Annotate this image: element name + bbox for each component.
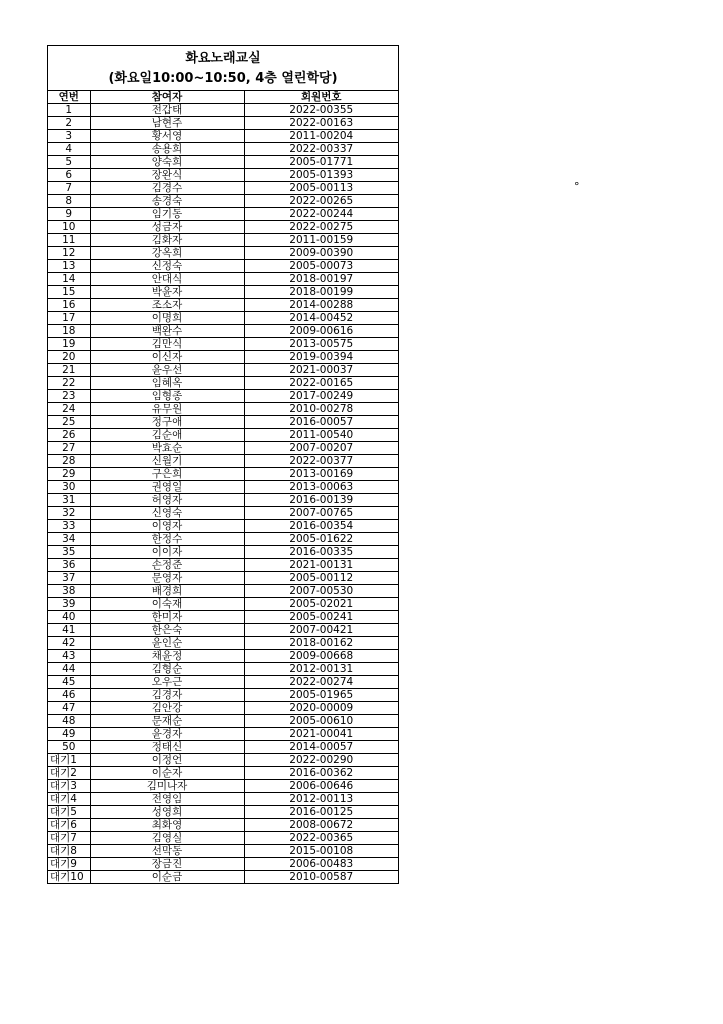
row-number: 대기7 <box>48 832 90 845</box>
member-id: 2022-00244 <box>244 208 398 221</box>
participant-name: 박효순 <box>90 442 244 455</box>
row-number: 대기4 <box>48 793 90 806</box>
row-number: 29 <box>48 468 90 481</box>
participant-name: 송경숙 <box>90 195 244 208</box>
table-row <box>48 273 398 286</box>
table-row <box>48 377 398 390</box>
participant-name: 한미자 <box>90 611 244 624</box>
table-row <box>48 156 398 169</box>
table-row <box>48 559 398 572</box>
table-row <box>48 221 398 234</box>
member-id: 2016-00057 <box>244 416 398 429</box>
row-number: 14 <box>48 273 90 286</box>
table-row <box>48 689 398 702</box>
table-row <box>48 364 398 377</box>
participant-name: 이순금 <box>90 871 244 884</box>
row-number: 10 <box>48 221 90 234</box>
table-row <box>48 468 398 481</box>
participant-name: 이명희 <box>90 312 244 325</box>
table-row <box>48 611 398 624</box>
member-id: 2010-00587 <box>244 871 398 884</box>
member-id: 2019-00394 <box>244 351 398 364</box>
member-id: 2007-00530 <box>244 585 398 598</box>
table-row <box>48 455 398 468</box>
member-id: 2005-00112 <box>244 572 398 585</box>
participant-name: 김만식 <box>90 338 244 351</box>
member-id: 2005-01622 <box>244 533 398 546</box>
row-number: 33 <box>48 520 90 533</box>
member-id: 2005-01771 <box>244 156 398 169</box>
participant-name: 정태신 <box>90 741 244 754</box>
table-row <box>48 234 398 247</box>
table-row <box>48 832 398 845</box>
member-id: 2009-00616 <box>244 325 398 338</box>
table-row <box>48 182 398 195</box>
header-member-id: 회원번호 <box>244 91 398 104</box>
row-number: 35 <box>48 546 90 559</box>
participant-name: 김화자 <box>90 234 244 247</box>
row-number: 대기10 <box>48 871 90 884</box>
table-body <box>48 104 398 884</box>
row-number: 21 <box>48 364 90 377</box>
participant-name: 이영자 <box>90 520 244 533</box>
stray-mark: ° <box>574 180 580 193</box>
table-row <box>48 247 398 260</box>
table-row <box>48 546 398 559</box>
row-number: 5 <box>48 156 90 169</box>
table-row <box>48 624 398 637</box>
member-id: 2016-00354 <box>244 520 398 533</box>
row-number: 44 <box>48 663 90 676</box>
table-row <box>48 819 398 832</box>
table-row <box>48 143 398 156</box>
row-number: 17 <box>48 312 90 325</box>
row-number: 46 <box>48 689 90 702</box>
row-number: 24 <box>48 403 90 416</box>
row-number: 31 <box>48 494 90 507</box>
participant-name: 김미나자 <box>90 780 244 793</box>
table-row <box>48 572 398 585</box>
table-row <box>48 481 398 494</box>
table-row <box>48 533 398 546</box>
member-id: 2021-00041 <box>244 728 398 741</box>
participant-name: 임기동 <box>90 208 244 221</box>
row-number: 42 <box>48 637 90 650</box>
row-number: 8 <box>48 195 90 208</box>
row-number: 7 <box>48 182 90 195</box>
member-id: 2012-00131 <box>244 663 398 676</box>
header-number: 연번 <box>48 91 90 104</box>
participant-name: 이숙재 <box>90 598 244 611</box>
row-number: 45 <box>48 676 90 689</box>
table-row <box>48 403 398 416</box>
participant-name: 정구애 <box>90 416 244 429</box>
row-number: 대기6 <box>48 819 90 832</box>
table-row <box>48 598 398 611</box>
table-row <box>48 338 398 351</box>
member-id: 2022-00365 <box>244 832 398 845</box>
table-row <box>48 754 398 767</box>
row-number: 30 <box>48 481 90 494</box>
participant-name: 박윤자 <box>90 286 244 299</box>
member-id: 2007-00765 <box>244 507 398 520</box>
table-row <box>48 728 398 741</box>
row-number: 2 <box>48 117 90 130</box>
member-id: 2013-00063 <box>244 481 398 494</box>
member-id: 2016-00139 <box>244 494 398 507</box>
member-id: 2014-00452 <box>244 312 398 325</box>
member-id: 2022-00274 <box>244 676 398 689</box>
member-id: 2018-00199 <box>244 286 398 299</box>
row-number: 4 <box>48 143 90 156</box>
table-row <box>48 741 398 754</box>
participant-name: 신영숙 <box>90 507 244 520</box>
participant-name: 임형종 <box>90 390 244 403</box>
participant-name: 신정숙 <box>90 260 244 273</box>
row-number: 대기9 <box>48 858 90 871</box>
participant-name: 김경수 <box>90 182 244 195</box>
row-number: 23 <box>48 390 90 403</box>
row-number: 32 <box>48 507 90 520</box>
participant-name: 임혜옥 <box>90 377 244 390</box>
row-number: 3 <box>48 130 90 143</box>
row-number: 38 <box>48 585 90 598</box>
table-row <box>48 416 398 429</box>
member-id: 2006-00646 <box>244 780 398 793</box>
participant-name: 조소자 <box>90 299 244 312</box>
member-id: 2014-00288 <box>244 299 398 312</box>
table-row <box>48 637 398 650</box>
member-id: 2005-00241 <box>244 611 398 624</box>
member-id: 2009-00390 <box>244 247 398 260</box>
member-id: 2016-00335 <box>244 546 398 559</box>
participant-name: 김형순 <box>90 663 244 676</box>
table-row <box>48 585 398 598</box>
participant-name: 문재순 <box>90 715 244 728</box>
participant-name: 선막동 <box>90 845 244 858</box>
member-id: 2005-02021 <box>244 598 398 611</box>
row-number: 49 <box>48 728 90 741</box>
table-row <box>48 663 398 676</box>
row-number: 18 <box>48 325 90 338</box>
member-id: 2013-00575 <box>244 338 398 351</box>
participant-name: 강옥희 <box>90 247 244 260</box>
row-number: 27 <box>48 442 90 455</box>
table-row <box>48 520 398 533</box>
row-number: 34 <box>48 533 90 546</box>
member-id: 2010-00278 <box>244 403 398 416</box>
table-row <box>48 286 398 299</box>
row-number: 28 <box>48 455 90 468</box>
row-number: 26 <box>48 429 90 442</box>
participant-name: 신월기 <box>90 455 244 468</box>
member-id: 2009-00668 <box>244 650 398 663</box>
table-row <box>48 104 398 117</box>
table-row <box>48 676 398 689</box>
member-id: 2022-00265 <box>244 195 398 208</box>
table-row <box>48 208 398 221</box>
row-number: 37 <box>48 572 90 585</box>
participant-name: 권영일 <box>90 481 244 494</box>
table-row <box>48 117 398 130</box>
row-number: 11 <box>48 234 90 247</box>
participant-name: 장완식 <box>90 169 244 182</box>
table-row <box>48 312 398 325</box>
row-number: 20 <box>48 351 90 364</box>
member-id: 2011-00540 <box>244 429 398 442</box>
participant-name: 송용희 <box>90 143 244 156</box>
row-number: 16 <box>48 299 90 312</box>
participant-name: 김순애 <box>90 429 244 442</box>
member-id: 2022-00290 <box>244 754 398 767</box>
table-row <box>48 845 398 858</box>
table-row <box>48 442 398 455</box>
row-number: 12 <box>48 247 90 260</box>
participant-name: 오우근 <box>90 676 244 689</box>
table-row <box>48 351 398 364</box>
table-row <box>48 858 398 871</box>
member-id: 2005-01965 <box>244 689 398 702</box>
participant-name: 한은숙 <box>90 624 244 637</box>
member-id: 2014-00057 <box>244 741 398 754</box>
row-number: 대기8 <box>48 845 90 858</box>
participant-name: 윤우선 <box>90 364 244 377</box>
row-number: 19 <box>48 338 90 351</box>
table-row <box>48 780 398 793</box>
table-row <box>48 325 398 338</box>
participant-name: 전갑태 <box>90 104 244 117</box>
participant-name: 이이자 <box>90 546 244 559</box>
row-number: 43 <box>48 650 90 663</box>
member-id: 2018-00162 <box>244 637 398 650</box>
row-number: 50 <box>48 741 90 754</box>
member-id: 2022-00377 <box>244 455 398 468</box>
participant-name: 성금자 <box>90 221 244 234</box>
row-number: 36 <box>48 559 90 572</box>
member-id: 2005-00610 <box>244 715 398 728</box>
table-header-row <box>48 91 398 104</box>
participant-name: 백완수 <box>90 325 244 338</box>
row-number: 15 <box>48 286 90 299</box>
participant-name: 김안강 <box>90 702 244 715</box>
participant-name: 김영실 <box>90 832 244 845</box>
class-schedule: (화요일10:00~10:50, 4층 열린학당) <box>108 71 338 86</box>
participant-name: 문영자 <box>90 572 244 585</box>
participant-name: 최화영 <box>90 819 244 832</box>
member-id: 2022-00337 <box>244 143 398 156</box>
table-row <box>48 195 398 208</box>
member-id: 2016-00362 <box>244 767 398 780</box>
table-row <box>48 871 398 884</box>
member-id: 2022-00355 <box>244 104 398 117</box>
row-number: 13 <box>48 260 90 273</box>
row-number: 대기1 <box>48 754 90 767</box>
member-id: 2005-01393 <box>244 169 398 182</box>
table-row <box>48 260 398 273</box>
participant-name: 양숙희 <box>90 156 244 169</box>
member-id: 2005-00073 <box>244 260 398 273</box>
participant-name: 윤인순 <box>90 637 244 650</box>
row-number: 대기3 <box>48 780 90 793</box>
roster-sheet <box>47 45 399 884</box>
table-row <box>48 130 398 143</box>
participant-name: 허영자 <box>90 494 244 507</box>
member-id: 2021-00131 <box>244 559 398 572</box>
participant-name: 이신자 <box>90 351 244 364</box>
member-id: 2008-00672 <box>244 819 398 832</box>
table-row <box>48 169 398 182</box>
row-number: 22 <box>48 377 90 390</box>
table-row <box>48 507 398 520</box>
row-number: 대기2 <box>48 767 90 780</box>
member-id: 2012-00113 <box>244 793 398 806</box>
row-number: 1 <box>48 104 90 117</box>
header-participant: 참여자 <box>90 91 244 104</box>
participant-name: 손정준 <box>90 559 244 572</box>
row-number: 대기5 <box>48 806 90 819</box>
row-number: 9 <box>48 208 90 221</box>
member-id: 2015-00108 <box>244 845 398 858</box>
participant-name: 남현주 <box>90 117 244 130</box>
table-row <box>48 702 398 715</box>
participant-name: 안대식 <box>90 273 244 286</box>
member-id: 2013-00169 <box>244 468 398 481</box>
member-id: 2022-00165 <box>244 377 398 390</box>
participant-name: 장금진 <box>90 858 244 871</box>
row-number: 25 <box>48 416 90 429</box>
member-id: 2006-00483 <box>244 858 398 871</box>
class-title: 화요노래교실 <box>185 51 261 66</box>
title-block <box>48 46 398 90</box>
participant-table <box>48 90 398 883</box>
participant-name: 성영희 <box>90 806 244 819</box>
member-id: 2022-00275 <box>244 221 398 234</box>
participant-name: 이순자 <box>90 767 244 780</box>
member-id: 2011-00204 <box>244 130 398 143</box>
participant-name: 전영임 <box>90 793 244 806</box>
table-row <box>48 715 398 728</box>
row-number: 48 <box>48 715 90 728</box>
member-id: 2011-00159 <box>244 234 398 247</box>
table-row <box>48 494 398 507</box>
participant-name: 김경자 <box>90 689 244 702</box>
member-id: 2020-00009 <box>244 702 398 715</box>
member-id: 2018-00197 <box>244 273 398 286</box>
member-id: 2007-00421 <box>244 624 398 637</box>
member-id: 2022-00163 <box>244 117 398 130</box>
participant-name: 윤경자 <box>90 728 244 741</box>
member-id: 2005-00113 <box>244 182 398 195</box>
participant-name: 한정수 <box>90 533 244 546</box>
member-id: 2016-00125 <box>244 806 398 819</box>
member-id: 2021-00037 <box>244 364 398 377</box>
participant-name: 구은희 <box>90 468 244 481</box>
row-number: 6 <box>48 169 90 182</box>
row-number: 39 <box>48 598 90 611</box>
row-number: 41 <box>48 624 90 637</box>
row-number: 40 <box>48 611 90 624</box>
table-row <box>48 429 398 442</box>
table-row <box>48 806 398 819</box>
participant-name: 채윤정 <box>90 650 244 663</box>
participant-name: 유무원 <box>90 403 244 416</box>
table-row <box>48 767 398 780</box>
row-number: 47 <box>48 702 90 715</box>
member-id: 2007-00207 <box>244 442 398 455</box>
table-row <box>48 793 398 806</box>
participant-name: 황서영 <box>90 130 244 143</box>
table-row <box>48 390 398 403</box>
participant-name: 이정언 <box>90 754 244 767</box>
table-row <box>48 299 398 312</box>
table-row <box>48 650 398 663</box>
member-id: 2017-00249 <box>244 390 398 403</box>
participant-name: 배경희 <box>90 585 244 598</box>
